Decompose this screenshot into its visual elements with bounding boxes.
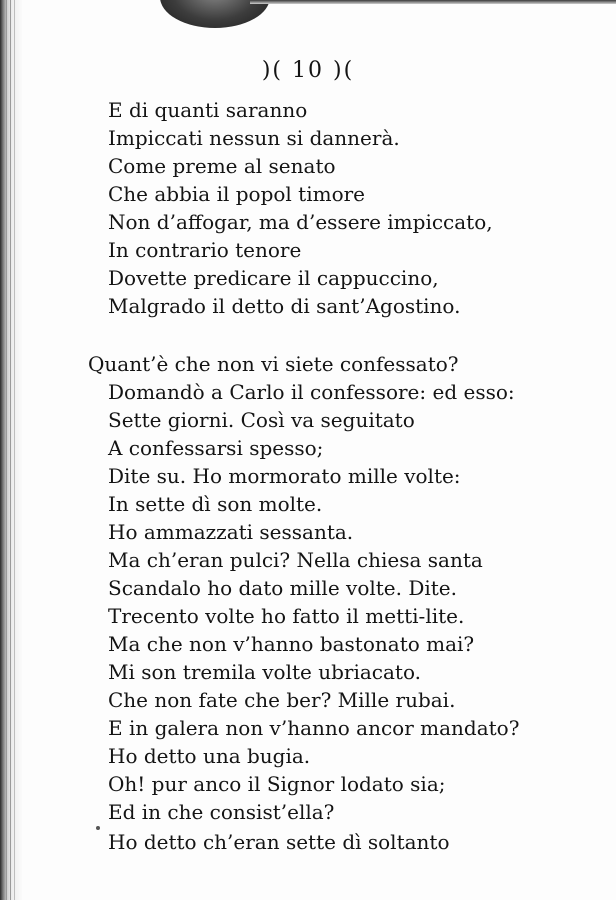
gutter-line (6, 0, 7, 900)
verse-line: Non d’affogar, ma d’essere impiccato, (108, 210, 493, 234)
verse-line: Ma che non v’hanno bastonato mai? (108, 632, 475, 656)
page-number: )( 10 )( (261, 58, 355, 83)
verse-line: Oh! pur anco il Signor lodato sia; (108, 772, 446, 796)
verse-line: Che abbia il popol timore (108, 182, 366, 206)
verse-line: Mi son tremila volte ubriacato. (108, 660, 421, 684)
page-top-edge (250, 0, 616, 4)
verse-line: Domandò a Carlo il confessore: ed esso: (108, 380, 515, 404)
verse-line: Impiccati nessun si dannerà. (108, 126, 400, 150)
verse-line: Malgrado il detto di sant’Agostino. (108, 294, 461, 318)
verse-line: A confessarsi spesso; (108, 436, 324, 460)
ink-speck (96, 826, 100, 830)
verse-line: Dovette predicare il cappuccino, (108, 266, 439, 290)
gutter-line (10, 0, 11, 900)
verse-line: E di quanti saranno (108, 98, 308, 122)
verse-line: Trecento volte ho fatto il metti-lite. (108, 604, 465, 628)
verse-line: Quant’è che non vi siete confessato? (88, 352, 459, 376)
verse-line: Ed in che consist’ella? (108, 800, 335, 824)
verse-line: Sette giorni. Così va seguitato (108, 408, 415, 432)
verse-line: In sette dì son molte. (108, 492, 323, 516)
gutter-line (14, 0, 15, 900)
verse-line: Scandalo ho dato mille volte. Dite. (108, 576, 458, 600)
verse-line: Come preme al senato (108, 154, 336, 178)
verse-line: In contrario tenore (108, 238, 302, 262)
verse-line: Ho ammazzati sessanta. (108, 520, 354, 544)
binding-gutter (0, 0, 22, 900)
verse-line: Ho detto una bugia. (108, 744, 311, 768)
verse-line: Dite su. Ho mormorato mille volte: (108, 464, 461, 488)
binding-shadow (160, 0, 270, 28)
verse-line: E in galera non v’hanno ancor mandato? (108, 716, 520, 740)
verse-line: Ho detto ch’eran sette dì soltanto (108, 830, 450, 854)
verse-line: Che non fate che ber? Mille rubai. (108, 688, 456, 712)
verse-line: Ma ch’eran pulci? Nella chiesa santa (108, 548, 483, 572)
